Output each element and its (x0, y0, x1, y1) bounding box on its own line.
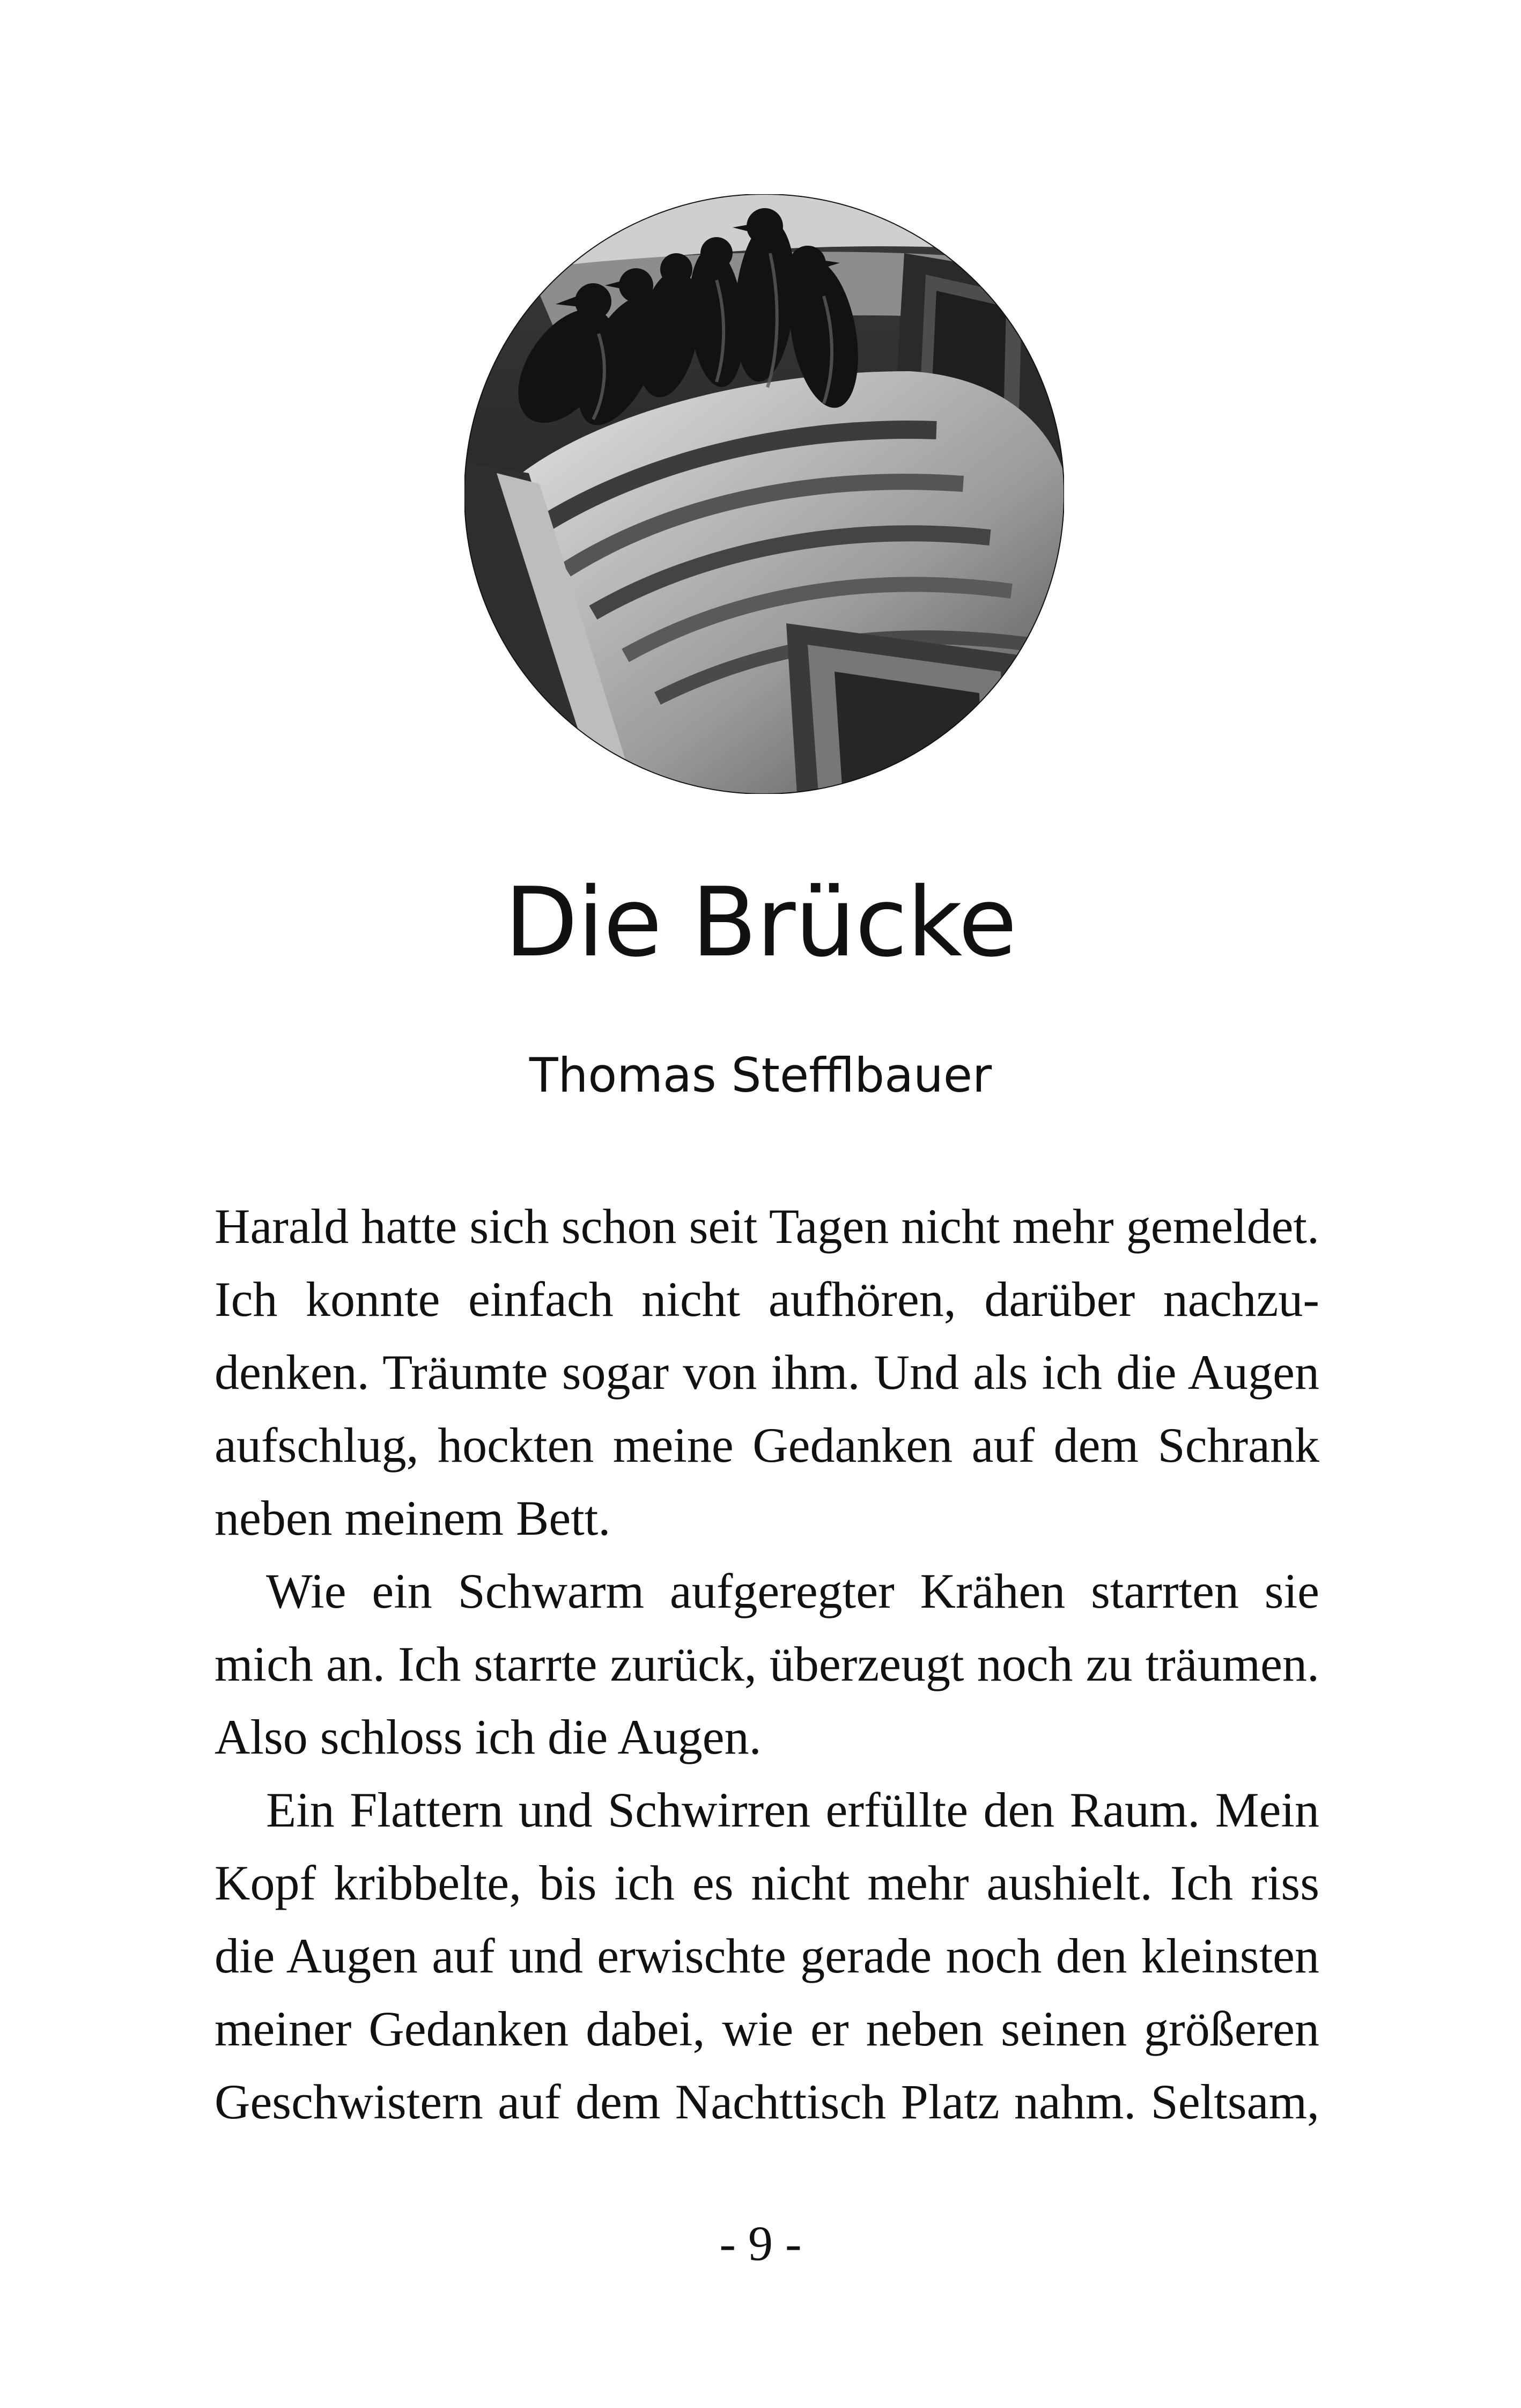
text-line: mich an. Ich starrte zurück, überzeugt noch zu träumen. (215, 1637, 1319, 1691)
text-line: Geschwistern auf dem Nachttisch Platz nahm. Seltsam, (215, 2074, 1319, 2129)
paragraph-3 (215, 1773, 1319, 2138)
paragraph-1 (215, 1190, 1319, 1555)
story-title: Die Brücke (504, 867, 1017, 978)
text-line: Wie ein Schwarm aufgeregter Krähen starrten sie (266, 1564, 1319, 1618)
paragraph-2 (215, 1555, 1319, 1773)
text-line: die Augen auf und erwischte gerade noch den kleinsten (215, 1928, 1319, 1983)
illustration-drawing (464, 194, 1064, 794)
text-line: denken. Träumte sogar von ihm. Und als ich die Augen (215, 1345, 1319, 1400)
text-line: meiner Gedanken dabei, wie er neben seinen größeren (215, 2001, 1319, 2056)
story-body (215, 1190, 1319, 2138)
text-line: aufschlug, hockten meine Gedanken auf dem Schrank (215, 1418, 1319, 1472)
text-line: Ich konnte einfach nicht aufhören, darüber nachzu- (215, 1272, 1319, 1327)
text-line: Also schloss ich die Augen. (215, 1710, 762, 1764)
page-number: - 9 - (719, 2216, 802, 2271)
crows-on-bed-illustration (464, 194, 1064, 794)
text-line: Kopf kribbelte, bis ich es nicht mehr aushielt. Ich riss (215, 1855, 1319, 1910)
text-line: Ein Flattern und Schwirren erfüllte den Raum. Mein (266, 1783, 1319, 1837)
author-name: Thomas Stefflbauer (529, 1048, 992, 1103)
text-line: neben meinem Bett. (215, 1491, 611, 1545)
text-line: Harald hatte sich schon seit Tagen nicht mehr gemeldet. (215, 1199, 1319, 1254)
